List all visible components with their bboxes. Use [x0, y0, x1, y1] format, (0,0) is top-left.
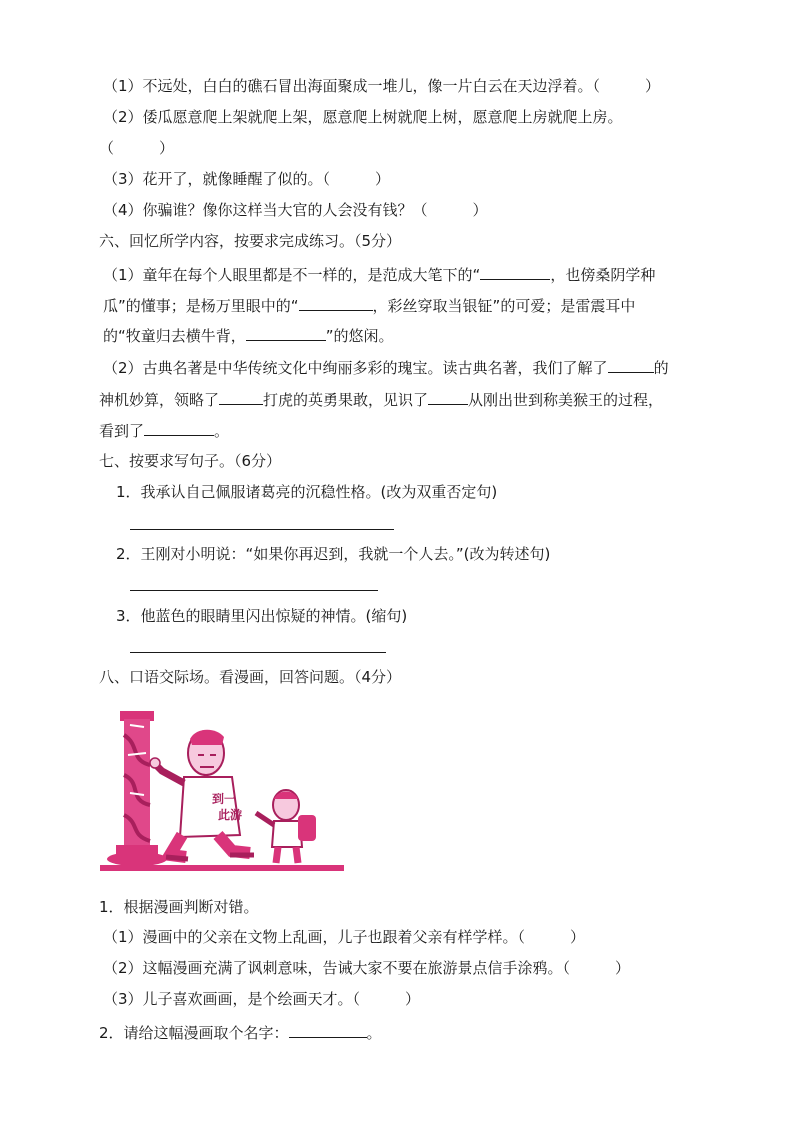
s7-q2: 2．王刚对小明说：“如果你再迟到，我就一个人去。”(改为转述句): [116, 545, 551, 563]
answer-line[interactable]: [130, 652, 386, 653]
fill-blank[interactable]: [299, 294, 373, 311]
s8-q2-end: 。: [366, 1024, 382, 1042]
s6-p1-text-f: ”的悠闲。: [325, 327, 394, 345]
fill-blank[interactable]: [246, 324, 326, 341]
s6-p1-line3: [103, 324, 394, 347]
ground: [100, 865, 344, 871]
comic-shirt-text-line2: 此游: [218, 808, 243, 822]
s7-q1: 1．我承认自己佩服诸葛亮的沉稳性格。(改为双重否定句): [116, 483, 498, 501]
s7-q3: 3．他蓝色的眼睛里闪出惊疑的神情。(缩句): [116, 607, 408, 625]
comic-svg: [100, 705, 344, 877]
fill-blank[interactable]: [608, 356, 654, 373]
s6-p2-text-c: 神机妙算，领略了: [99, 391, 220, 409]
s6-p2-line3: [99, 419, 229, 442]
fill-blank[interactable]: [289, 1021, 367, 1038]
child-figure: [256, 790, 316, 863]
s6-p1-text-b: ，也傍桑阴学种: [550, 266, 656, 284]
s6-p1-text-e: 的“牧童归去横牛背，: [103, 327, 246, 345]
s6-p2-line2: [99, 388, 663, 411]
comic-shirt-text-line1: 到一: [212, 792, 237, 806]
s6-p2-text-a: （2）古典名著是中华传统文化中绚丽多彩的瑰宝。读古典名著，我们了解了: [103, 359, 608, 377]
s6-p1-line2: [103, 294, 635, 317]
s7-heading: 七、按要求写句子。（6分）: [99, 452, 282, 470]
s5-q2-line1: （2）倭瓜愿意爬上架就爬上架，愿意爬上树就爬上树，愿意爬上房就爬上房。: [103, 108, 623, 126]
s8-q2-text: 2．请给这幅漫画取个名字：: [99, 1024, 289, 1042]
s6-p2-text-g: 。: [214, 422, 230, 440]
s8-q1-title: 1．根据漫画判断对错。: [99, 898, 259, 916]
father-figure: [150, 730, 254, 859]
answer-line[interactable]: [130, 529, 394, 530]
s6-p2-text-b: 的: [653, 359, 669, 377]
s6-p1-text-d: ，彩丝穿取当银钲”的可爱；是雷震耳中: [372, 297, 636, 315]
s8-heading: 八、口语交际场。看漫画，回答问题。（4分）: [99, 668, 402, 686]
s6-p1-line1: [103, 263, 655, 286]
carved-column: [107, 711, 167, 866]
s5-q4: （4）你骗谁？像你这样当大官的人会没有钱？（ ）: [103, 201, 488, 219]
fill-blank[interactable]: [144, 419, 214, 436]
s8-q1-item2: （2）这幅漫画充满了讽刺意味，告诫大家不要在旅游景点信手涂鸦。（ ）: [103, 959, 631, 977]
s8-q1-item3: （3）儿子喜欢画画，是个绘画天才。（ ）: [103, 990, 421, 1008]
s6-p1-text-c: 瓜”的懂事；是杨万里眼中的“: [103, 297, 299, 315]
s5-q2-line2: （ ）: [99, 139, 175, 157]
s8-q1-item1: （1）漫画中的父亲在文物上乱画，儿子也跟着父亲有样学样。（ ）: [103, 928, 586, 946]
fill-blank[interactable]: [219, 388, 263, 405]
s5-q3: （3）花开了，就像睡醒了似的。（ ）: [103, 170, 391, 188]
s6-p2-text-e: 从刚出世到称美猴王的过程，: [468, 391, 664, 409]
s6-heading: 六、回忆所学内容，按要求完成练习。（5分）: [99, 232, 402, 250]
s8-q2: [99, 1021, 382, 1044]
s6-p2-text-d: 打虎的英勇果敢，见识了: [263, 391, 429, 409]
answer-line[interactable]: [130, 590, 378, 591]
s6-p1-text-a: （1）童年在每个人眼里都是不一样的，是范成大笔下的“: [103, 266, 481, 284]
comic-illustration: [100, 705, 344, 877]
fill-blank[interactable]: [480, 263, 550, 280]
fill-blank[interactable]: [428, 388, 468, 405]
s6-p2-text-f: 看到了: [99, 422, 145, 440]
s5-q1: （1）不远处，白白的礁石冒出海面聚成一堆儿，像一片白云在天边浮着。（ ）: [103, 77, 661, 95]
s6-p2-line1: [103, 356, 669, 379]
